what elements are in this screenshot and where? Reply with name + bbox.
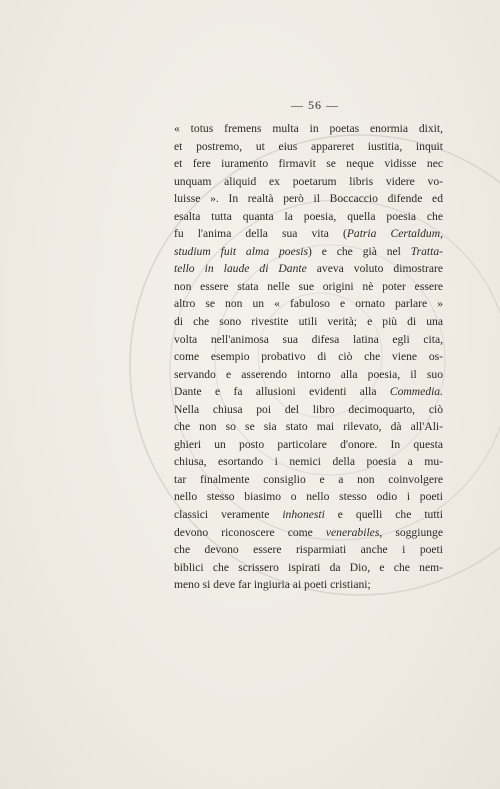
text-run: biblici che scrissero ispirati da Dio, e che nem- [174,560,443,574]
text-run: , soggiunge [379,525,443,539]
text-line [174,208,443,226]
italic-text: tello in laude di Dante [174,262,307,276]
text-run: volta nell'animosa sua difesa latina egli cita, [174,332,443,346]
text-run: servando e asserendo intorno alla poesia, il suo [174,367,443,381]
italic-text: venerabiles [325,525,380,539]
text-run: « totus fremens multa in poetas enormia dixit, [174,122,443,135]
text-run: meno si deve far ingiuria ai poeti cristiani; [174,578,371,592]
text-run: chiusa, esortando i nemici della poesia a mu- [174,455,443,469]
italic-text: Commedia. [389,385,443,399]
text-run: ) e che già nel [307,244,411,258]
italic-text: Tratta- [410,244,444,258]
text-line [174,401,443,419]
text-run: come esempio probativo di ciò che viene os- [174,350,443,364]
text-run: unquam aliquid ex poetarum libris videre vo- [174,174,443,188]
text-run: e quelli che tutti [324,508,443,522]
text-run: et fere iuramento firmavit se neque vidisse nec [174,157,443,171]
text-line [174,120,443,138]
body-text [174,120,443,594]
text-line [174,559,443,577]
text-line [174,488,443,506]
text-line [174,190,443,208]
text-run: et postremo, ut eius appareret iustitia, inquit [174,139,443,153]
italic-text: Patria Certaldum, [346,227,443,241]
text-run: Dante e fa allusioni evidenti alla [174,385,390,399]
text-run: nello stesso biasimo o nello stesso odio i poeti [174,490,443,504]
text-line [174,173,443,191]
text-line [174,383,443,401]
text-line [174,506,443,524]
text-run: luisse ». In realtà però il Boccaccio difende ed [174,192,443,206]
text-line [174,471,443,489]
text-run: esalta tutta quanta la poesia, quella poesia che [174,209,443,223]
text-line [174,541,443,559]
text-line [174,278,443,296]
text-line [174,331,443,349]
italic-text: studium fuit alma poesis [174,244,308,258]
text-line [174,225,443,243]
text-run: che non so se sia stato mai rilevato, dà all'Ali- [174,420,443,434]
text-run: ghieri un posto particolare d'onore. In questa [174,437,443,451]
text-line [174,155,443,173]
text-line [174,453,443,471]
text-run: classici veramente [174,508,283,522]
text-run: aveva voluto dimostrare [306,262,444,276]
text-run: altro se non un « fabuloso e ornato parlare » [174,297,443,311]
text-run: fu l'anima della sua vita ( [174,227,347,241]
text-run: non essere stata nelle sue origini nè poter essere [174,279,443,293]
text-line [174,436,443,454]
page-number: — 56 — [291,98,339,112]
text-line [174,348,443,366]
text-line [174,418,443,436]
text-run: Nella chiusa poi del libro decimoquarto, ciò [174,402,443,416]
text-run: che devono essere risparmiati anche i poeti [174,543,443,557]
text-line [174,576,443,594]
text-line [174,524,443,542]
text-line [174,243,443,261]
italic-text: inhonesti [282,508,325,522]
text-line [174,313,443,331]
text-line [174,260,443,278]
text-line [174,295,443,313]
text-run: di che sono rivestite utili verità; e più di una [174,315,443,329]
text-run: tar finalmente consiglio e a non coinvolgere [174,472,443,486]
text-line [174,138,443,156]
text-line [174,366,443,384]
text-run: devono riconoscere come [174,525,326,539]
